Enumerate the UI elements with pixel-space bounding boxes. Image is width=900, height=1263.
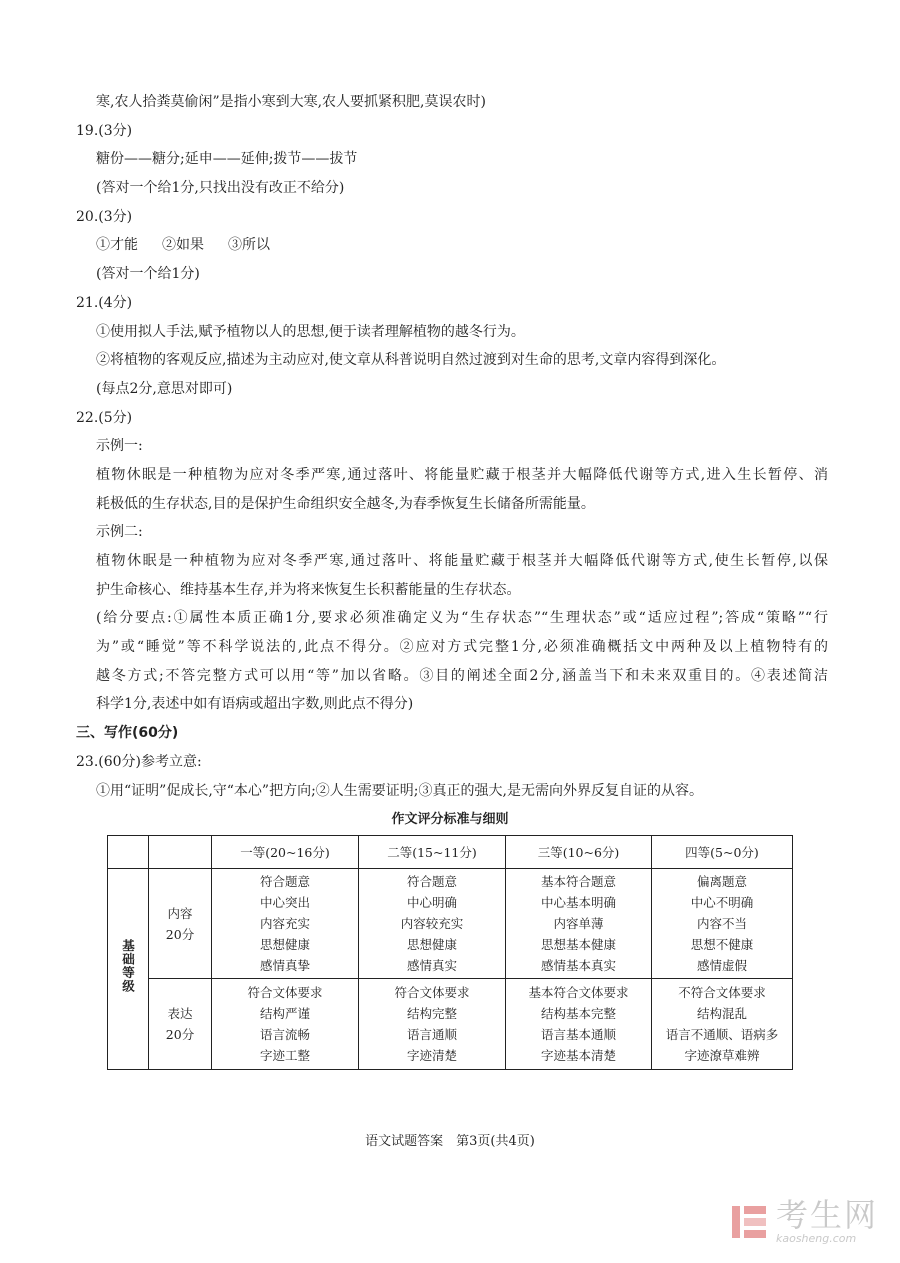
table-header-row xyxy=(108,836,793,869)
cell-line: 思想健康 xyxy=(406,937,457,952)
text-line: 糖份——糖分;延申——延伸;拨节——拔节 xyxy=(96,151,358,168)
text-line: ②将植物的客观反应,描述为主动应对,使文章从科普说明自然过渡到对生命的思考,文章内容得到深化。 xyxy=(96,352,726,369)
cell-line: 字迹潦草难辨 xyxy=(684,1048,760,1063)
kaosheng-logo-icon xyxy=(730,1202,770,1242)
cell-line: 语言通顺 xyxy=(406,1027,457,1042)
row-label-cell xyxy=(149,869,212,979)
empty-cell xyxy=(108,836,149,869)
cell-line: 思想不健康 xyxy=(690,937,754,952)
cell-line: 基本符合文体要求 xyxy=(528,985,629,1000)
row-score: 20分 xyxy=(165,1027,195,1042)
table-cell xyxy=(506,979,652,1070)
header-cell: 四等(5~0分) xyxy=(652,836,793,869)
watermark-en: kaosheng.com xyxy=(775,1232,857,1245)
table-row xyxy=(108,869,793,979)
row-label-cell xyxy=(149,979,212,1070)
table-cell xyxy=(212,869,359,979)
cell-line: 偏离题意 xyxy=(696,874,747,889)
table-cell xyxy=(506,869,652,979)
text-line xyxy=(76,231,828,260)
watermark xyxy=(730,1198,878,1245)
table-cell xyxy=(359,979,506,1070)
cell-line: 语言不通顺、语病多 xyxy=(665,1027,779,1042)
cell-line: 中心基本明确 xyxy=(540,895,616,910)
text-line: 示例二: xyxy=(96,524,143,541)
cell-line: 基本符合题意 xyxy=(540,874,616,889)
cell-line: 字迹清楚 xyxy=(406,1048,457,1063)
text-line: 植物休眠是一种植物为应对冬季严寒,通过落叶、将能量贮藏于根茎并大幅降低代谢等方式,进入生长暂停、消 xyxy=(96,466,828,483)
question-19-heading: 19.(3分) xyxy=(76,122,133,139)
group-cell xyxy=(108,869,149,1070)
watermark-cn: 考生网 xyxy=(775,1196,878,1234)
section-heading: 三、写作(60分) xyxy=(76,725,179,742)
cell-line: 中心明确 xyxy=(406,895,457,910)
cell-line: 内容较充实 xyxy=(400,916,464,931)
cell-line: 字迹工整 xyxy=(259,1048,310,1063)
cell-line: 语言流畅 xyxy=(259,1027,310,1042)
table-cell xyxy=(652,979,793,1070)
header-cell: 二等(15~11分) xyxy=(359,836,506,869)
cell-line: 内容不当 xyxy=(696,916,747,931)
header-cell: 三等(10~6分) xyxy=(506,836,652,869)
page-footer: 语文试题答案 第3页(共4页) xyxy=(365,1134,535,1149)
cell-line: 结构严谨 xyxy=(259,1006,310,1021)
answer-text xyxy=(76,88,828,805)
scoring-table xyxy=(107,835,793,1070)
empty-cell xyxy=(149,836,212,869)
table-cell xyxy=(652,869,793,979)
cell-line: 结构基本完整 xyxy=(540,1006,616,1021)
cell-line: 不符合文体要求 xyxy=(678,985,766,1000)
cell-line: 中心突出 xyxy=(259,895,310,910)
question-22-heading: 22.(5分) xyxy=(76,409,133,426)
cell-line: 符合题意 xyxy=(259,874,310,889)
cell-line: 感情基本真实 xyxy=(540,958,616,973)
cell-line: 字迹基本清楚 xyxy=(540,1048,616,1063)
table-title: 作文评分标准与细则 xyxy=(391,812,509,827)
cell-line: 结构混乱 xyxy=(696,1006,747,1021)
row-label: 内容 xyxy=(167,905,193,921)
row-label: 表达 xyxy=(167,1006,193,1021)
text-line: 为”或“睡觉”等不科学说法的,此点不得分。②应对方式完整1分,必须准确概括文中两种及以上植物特有的 xyxy=(96,639,828,656)
text-line: (答对一个给1分,只找出没有改正不给分) xyxy=(96,180,345,197)
header-cell: 一等(20~16分) xyxy=(212,836,359,869)
cell-line: 思想基本健康 xyxy=(540,937,616,952)
cell-line: 内容单薄 xyxy=(553,916,604,931)
text-line: (每点2分,意思对即可) xyxy=(96,380,233,397)
text-line: 寒,农人拾粪莫偷闲”是指小寒到大寒,农人要抓紧积肥,莫误农时) xyxy=(96,94,486,110)
cell-line: 结构完整 xyxy=(406,1006,457,1021)
table-cell xyxy=(359,869,506,979)
table-cell xyxy=(212,979,359,1070)
cell-line: 感情真实 xyxy=(406,958,457,973)
answer-1: ①才能 xyxy=(96,237,138,254)
text-line: ①用“证明”促成长,守“本心”把方向;②人生需要证明;③真正的强大,是无需向外界反复自证的从容。 xyxy=(96,782,703,799)
group-label: 基础等级 xyxy=(120,939,136,993)
text-line: 示例一: xyxy=(96,438,143,455)
question-23-heading: 23.(60分)参考立意: xyxy=(76,753,202,770)
text-line: 植物休眠是一种植物为应对冬季严寒,通过落叶、将能量贮藏于根茎并大幅降低代谢等方式,使生长暂停,以保 xyxy=(96,553,828,569)
row-score: 20分 xyxy=(165,926,195,942)
cell-line: 感情真挚 xyxy=(259,958,310,973)
cell-line: 感情虚假 xyxy=(696,958,747,973)
text-line: 耗极低的生存状态,目的是保护生命组织安全越冬,为春季恢复生长储备所需能量。 xyxy=(96,495,595,512)
cell-line: 符合题意 xyxy=(406,874,457,889)
text-line: 科学1分,表述中如有语病或超出字数,则此点不得分) xyxy=(96,696,414,713)
question-21-heading: 21.(4分) xyxy=(76,294,133,311)
text-line: ①使用拟人手法,赋予植物以人的思想,便于读者理解植物的越冬行为。 xyxy=(96,323,525,340)
cell-line: 符合文体要求 xyxy=(394,985,470,1000)
cell-line: 语言基本通顺 xyxy=(540,1027,616,1042)
cell-line: 思想健康 xyxy=(259,937,310,952)
question-20-heading: 20.(3分) xyxy=(76,208,133,225)
table-row xyxy=(108,979,793,1070)
text-line: (答对一个给1分) xyxy=(96,266,200,283)
text-line: 越冬方式;不答完整方式可以用“等”加以省略。③目的阐述全面2分,涵盖当下和未来双重目的。④表述简洁 xyxy=(96,667,828,684)
text-line: (给分要点:①属性本质正确1分,要求必须准确定义为“生存状态”“生理状态”或“适应过程”;答成“策略”“行 xyxy=(96,610,828,627)
cell-line: 内容充实 xyxy=(259,916,310,931)
cell-line: 符合文体要求 xyxy=(247,985,323,1000)
cell-line: 中心不明确 xyxy=(690,895,754,910)
text-line: 护生命核心、维持基本生存,并为将来恢复生长积蓄能量的生存状态。 xyxy=(96,581,521,598)
answer-2: ②如果 xyxy=(162,237,204,254)
answer-3: ③所以 xyxy=(228,237,270,254)
